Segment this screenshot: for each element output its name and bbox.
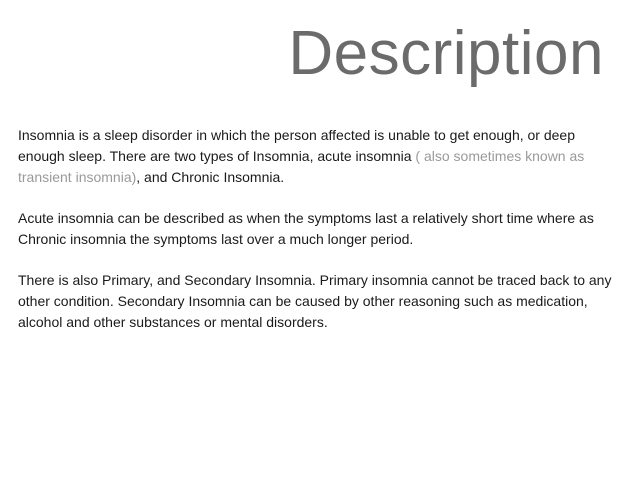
paragraph-primary-secondary: There is also Primary, and Secondary Insomnia. Primary insomnia cannot be traced back to any other condition. Secondary Insomnia can be caused by other reasoning such as medication, alcohol and other substances or mental disorders. [18, 272, 612, 330]
paragraph-types-of-insomnia [18, 125, 618, 188]
paragraph-aside-text: ( also sometimes known as transient insomnia) [18, 148, 585, 185]
paragraph-text: Insomnia is a sleep disorder in which the person affected is unable to get enough, or deep enough sleep. There are two types of Insomnia, acute insomnia [18, 127, 575, 164]
slide-body [18, 125, 618, 353]
paragraph-acute-vs-chronic: Acute insomnia can be described as when the symptoms last a relatively short time where as Chronic insomnia the symptoms last over a much longer period. [18, 210, 594, 247]
paragraph-text: , and Chronic Insomnia. [136, 169, 285, 185]
slide-title: Description [288, 19, 604, 88]
